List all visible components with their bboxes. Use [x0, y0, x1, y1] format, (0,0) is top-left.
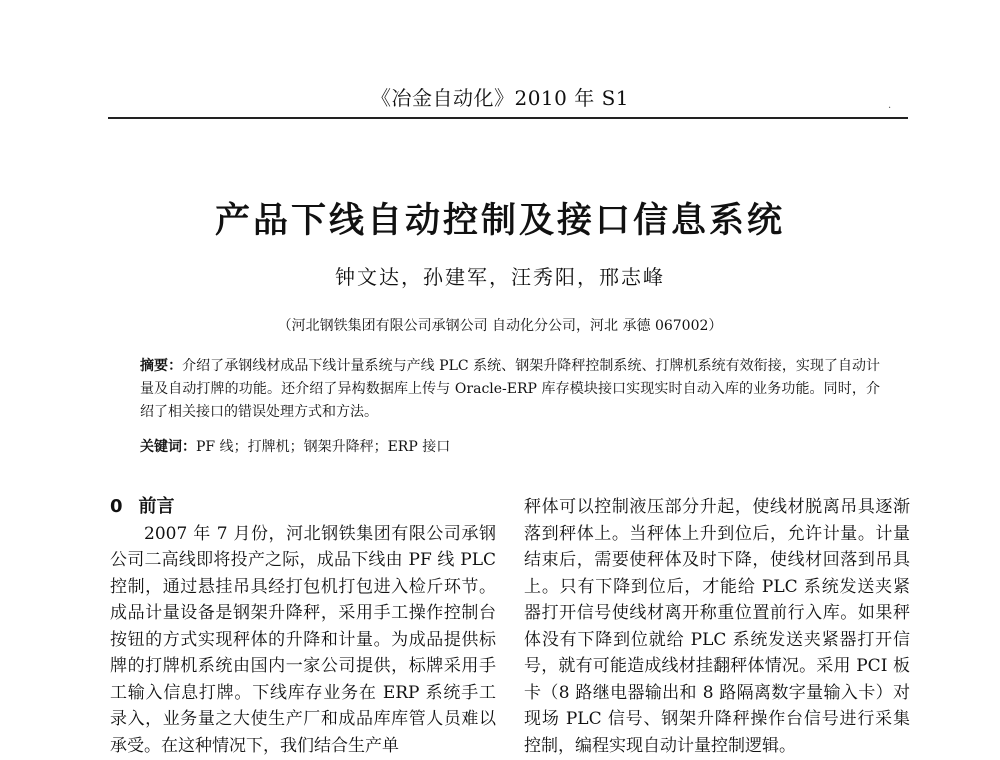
left-column — [110, 494, 496, 759]
paper-authors: 钟文达，孙建军，汪秀阳，邢志峰 — [335, 265, 665, 289]
abstract-text: 介绍了承钢线材成品下线计量系统与产线 PLC 系统、钢架升降秤控制系统、打牌机系统有效衔接，实现了自动计量及自动打牌的功能。还介绍了异构数据库上传与 Oracle-ERP 库存模块接口实现实时自动入库的业务功能。同时，介绍了相关接口的错误处理方式和方法。 — [140, 358, 881, 420]
right-paragraph: 秤体可以控制液压部分升起，使线材脱离吊具逐渐落到秤体上。当秤体上升到位后，允许计量。计量结束后，需要使秤体及时下降，使线材回落到吊具上。只有下降到位后，才能给 PLC 系统发送夹紧器打开信号使线材离开称重位置前行入库。如果秤体没有下降到位就给 PLC 系统发送夹紧器打开信号，就有可能造成线材挂翻秤体情况。采用 PCI 板卡（8 路继电器输出和 8 路隔离数字量输入卡）对现场 PLC 信号、钢架升降秤操作台信号进行采集控制，编程实现自动计量控制逻辑。 — [524, 497, 910, 756]
right-column — [524, 494, 910, 759]
left-paragraph: 2007 年 7 月份，河北钢铁集团有限公司承钢公司二高线即将投产之际，成品下线由 PF 线 PLC 控制，通过悬挂吊具经打包机打包进入检斤环节。成品计量设备是钢架升降秤，采用手工操作控制台按钮的方式实现秤体的升降和计量。为成品提供标牌的打牌机系统由国内一家公司提供，标牌采用手工输入信息打牌。下线库存业务在 ERP 系统手工录入，业务量之大使生产厂和成品库库管人员难以承受。在这种情况下，我们结合生产单 — [110, 523, 496, 756]
header-dot: . — [888, 100, 892, 111]
section-number: 0 — [110, 496, 123, 517]
header-rule — [108, 117, 908, 119]
keywords-text: PF 线；打牌机；钢架升降秤；ERP 接口 — [196, 439, 451, 455]
paper-affiliation: （河北钢铁集团有限公司承钢公司 自动化分公司，河北 承德 067002） — [277, 318, 723, 334]
abstract-label: 摘要： — [140, 358, 183, 374]
section-heading — [110, 494, 496, 521]
abstract — [140, 355, 880, 424]
keywords — [140, 436, 880, 459]
section-title: 前言 — [138, 496, 175, 517]
paper-title: 产品下线自动控制及接口信息系统 — [214, 201, 785, 241]
keywords-label: 关键词： — [140, 439, 196, 455]
journal-header: 《冶金自动化》2010 年 S1 — [370, 86, 630, 110]
